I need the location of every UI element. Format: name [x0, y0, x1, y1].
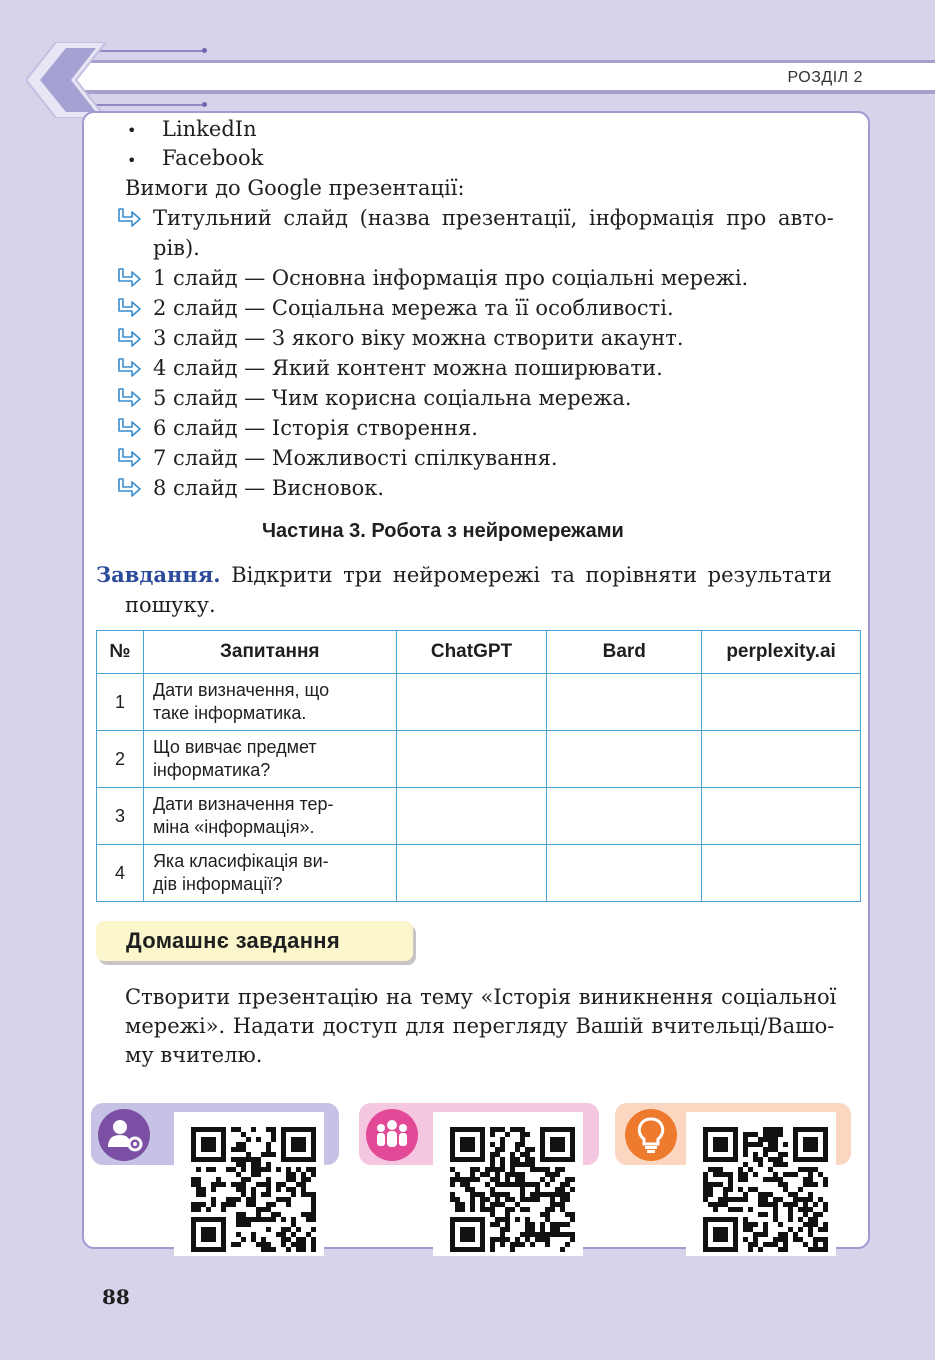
question-cell [143, 731, 396, 788]
slide-item: 4 слайд — Який контент можна поширювати. [153, 356, 663, 380]
col-header-chatgpt: ChatGPT [396, 631, 547, 674]
answer-cell-perplexity [702, 788, 861, 845]
question-line: дів інформації? [152, 874, 283, 894]
arrow-bullet-icon [116, 327, 142, 351]
row-number: 1 [97, 674, 144, 731]
question-line: Дати визначення, що [152, 680, 330, 700]
header-dot [202, 48, 207, 53]
arrow-bullet-icon [116, 477, 142, 501]
answer-cell-chatgpt [396, 845, 547, 902]
arrow-bullet-icon [116, 207, 142, 231]
row-number: 3 [97, 788, 144, 845]
lightbulb-icon [625, 1109, 677, 1161]
slide-item: 2 слайд — Соціальна мережа та її особливості. [153, 296, 674, 320]
col-header-bard: Bard [547, 631, 702, 674]
section-label: РОЗДІЛ 2 [787, 69, 863, 86]
slide-item: 7 слайд — Можливості спілкування. [153, 446, 558, 470]
slide-item-cont: рів). [153, 236, 200, 260]
question-cell [143, 788, 396, 845]
slide-item: 8 слайд — Висновок. [153, 476, 385, 500]
arrow-bullet-icon [116, 447, 142, 471]
answer-cell-chatgpt [396, 674, 547, 731]
table-row [97, 845, 861, 902]
question-cell [143, 674, 396, 731]
slide-item: 1 слайд — Основна інформація про соціальні мережі. [153, 266, 749, 290]
header-dot [202, 102, 207, 107]
answer-cell-perplexity [702, 731, 861, 788]
col-header-perplexity: perplexity.ai [702, 631, 861, 674]
answer-cell-perplexity [702, 674, 861, 731]
slide-item: Титульний слайд (назва презентації, інформація про авто- [153, 206, 834, 230]
arrow-bullet-icon [116, 357, 142, 381]
table-header-row [97, 631, 861, 674]
qr-code-icon [174, 1112, 324, 1256]
col-header-number: № [97, 631, 144, 674]
task-label: Завдання. [96, 562, 221, 587]
people-group-icon [366, 1109, 418, 1161]
col-header-question: Запитання [143, 631, 396, 674]
task-line [96, 560, 832, 590]
answer-cell-bard [547, 674, 702, 731]
answer-cell-chatgpt [396, 788, 547, 845]
person-gear-icon [98, 1109, 150, 1161]
slide-item: 5 слайд — Чим корисна соціальна мережа. [153, 386, 632, 410]
bullet-dot: • [127, 121, 137, 140]
answer-cell-bard [547, 731, 702, 788]
page-number: 88 [102, 1285, 130, 1309]
bullet-item: Facebook [162, 146, 264, 170]
answer-cell-perplexity [702, 845, 861, 902]
row-number: 2 [97, 731, 144, 788]
qr-code-2[interactable] [433, 1112, 583, 1256]
table-row [97, 731, 861, 788]
arrow-bullet-icon [116, 267, 142, 291]
question-line: інформатика? [152, 760, 271, 780]
comparison-table [96, 630, 861, 902]
qr-code-icon [433, 1112, 583, 1256]
header-line [90, 50, 205, 52]
qr-code-1[interactable] [174, 1112, 324, 1256]
homework-text-line: му вчителю. [125, 1043, 263, 1067]
answer-cell-chatgpt [396, 731, 547, 788]
question-line: Що вивчає предмет [152, 737, 317, 757]
header-line [90, 104, 205, 106]
question-cell [143, 845, 396, 902]
slide-item: 3 слайд — З якого віку можна створити акаунт. [153, 326, 684, 350]
row-number: 4 [97, 845, 144, 902]
bullet-dot: • [127, 151, 137, 170]
answer-cell-bard [547, 788, 702, 845]
slide-item: 6 слайд — Історія створення. [153, 416, 478, 440]
arrow-bullet-icon [116, 297, 142, 321]
table-row [97, 674, 861, 731]
homework-text-line: мережі». Надати доступ для перегляду Вашій вчительці/Вашо- [125, 1014, 835, 1038]
arrow-bullet-icon [116, 417, 142, 441]
bullet-item: LinkedIn [162, 117, 257, 141]
homework-text-line: Створити презентацію на тему «Історія виникнення соціальної [125, 985, 837, 1009]
task-text-cont: пошуку. [125, 593, 216, 617]
qr-code-3[interactable] [686, 1112, 836, 1256]
table-row [97, 788, 861, 845]
requirements-intro: Вимоги до Google презентації: [125, 176, 465, 200]
question-line: таке інформатика. [152, 703, 307, 723]
question-line: Дати визначення тер- [152, 794, 334, 814]
homework-title: Домашнє завдання [126, 928, 341, 953]
part-title: Частина 3. Робота з нейромережами [262, 520, 624, 542]
arrow-bullet-icon [116, 387, 142, 411]
question-line: міна «інформація». [152, 817, 315, 837]
task-text: Відкрити три нейромережі та порівняти результати [220, 563, 832, 587]
answer-cell-bard [547, 845, 702, 902]
chevron-left-icon [26, 42, 106, 118]
question-line: Яка класифікація ви- [152, 851, 329, 871]
qr-code-icon [686, 1112, 836, 1256]
